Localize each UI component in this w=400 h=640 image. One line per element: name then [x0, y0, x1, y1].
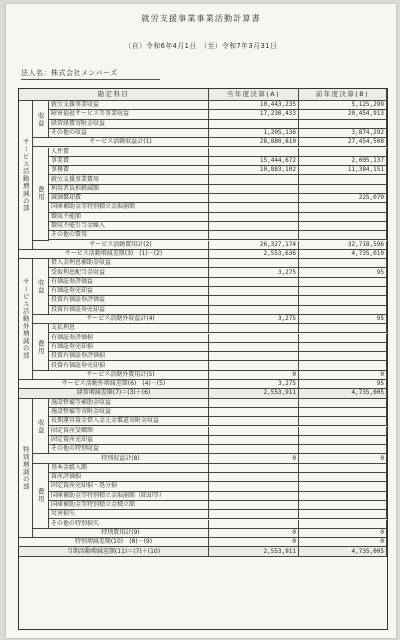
- row-previous: [299, 492, 387, 501]
- row-label: 施設整備等補助金収益: [49, 399, 209, 408]
- row-current: [209, 427, 299, 436]
- row-current: [209, 492, 299, 501]
- total-previous: 0: [299, 529, 387, 538]
- row-label: 徴収不能引当金繰入: [49, 222, 209, 231]
- row-label: 固定資産売却益: [49, 436, 209, 445]
- row-current: [209, 399, 299, 408]
- row-label: 事業費: [49, 157, 209, 166]
- row-current: [209, 436, 299, 445]
- row-current: 15,444,672: [209, 157, 299, 166]
- section-special: 特別増減の部: [19, 399, 33, 539]
- row-current: [209, 520, 299, 529]
- row-label: 投資有価証券売却損: [49, 361, 209, 370]
- total-current: 0: [209, 529, 299, 538]
- fiscal-period: （自）令和6年4月1日 （至）令和7年3月31日: [124, 42, 278, 50]
- financial-statement-table: [18, 88, 388, 630]
- row-label: その他の費用: [49, 231, 209, 240]
- total-current: 0: [209, 454, 299, 463]
- row-label: 徴収不能額: [49, 213, 209, 222]
- row-previous: [299, 501, 387, 510]
- row-current: 10,883,102: [209, 166, 299, 175]
- row-current: [209, 287, 299, 296]
- document-title: 就労支援事業事業活動計算書: [141, 13, 261, 23]
- subsection-nonservice-expense: 費用: [33, 324, 49, 371]
- header-item: 勘定科目: [19, 89, 209, 101]
- total-previous: 95: [299, 315, 387, 324]
- net-previous: 0: [299, 538, 387, 547]
- row-current: [209, 501, 299, 510]
- row-previous: 11,384,151: [299, 166, 387, 175]
- net-label: サービス活動増減差額(3) (1)－(2): [19, 250, 209, 259]
- row-current: [209, 408, 299, 417]
- row-label: 有価証券売却損: [49, 343, 209, 352]
- row-previous: 5,125,299: [299, 101, 387, 110]
- row-current: [209, 445, 299, 454]
- row-label: 事務費: [49, 166, 209, 175]
- total-current: 0: [209, 371, 299, 380]
- row-previous: [299, 510, 387, 519]
- row-current: [209, 361, 299, 370]
- row-current: 10,443,235: [209, 101, 299, 110]
- total-current: 28,880,810: [209, 138, 299, 147]
- row-label: その他の特別収益: [49, 445, 209, 454]
- net-current: 2,553,911: [209, 547, 299, 556]
- row-previous: 225,070: [299, 194, 387, 203]
- row-previous: [299, 231, 387, 240]
- row-previous: [299, 427, 387, 436]
- row-label: 国庫補助金等特別積立金取崩額（除却等）: [49, 492, 209, 501]
- row-label: 障害福祉サービス等事業収益: [49, 110, 209, 119]
- row-previous: [299, 399, 387, 408]
- row-label: 基本金組入額: [49, 464, 209, 473]
- total-label: サービス活動外費用計(5): [33, 371, 209, 380]
- row-label: 固定資産受贈額: [49, 427, 209, 436]
- total-label: サービス活動外収益計(4): [33, 315, 209, 324]
- row-previous: [299, 482, 387, 491]
- net-label: 特別増減差額(10) (8)－(9): [19, 538, 209, 547]
- net-current: 3,275: [209, 380, 299, 389]
- row-previous: [299, 259, 387, 268]
- row-current: [209, 343, 299, 352]
- row-current: [209, 185, 299, 194]
- row-previous: [299, 306, 387, 315]
- row-current: [209, 222, 299, 231]
- row-label: 有価証券売却益: [49, 287, 209, 296]
- net-label: 当期活動増減差額(11)＝(7)＋(10): [19, 547, 209, 556]
- row-current: [209, 175, 299, 184]
- row-current: [209, 482, 299, 491]
- row-previous: 3,874,292: [299, 129, 387, 138]
- row-label: 経常経費寄附金収益: [49, 120, 209, 129]
- row-current: [209, 334, 299, 343]
- subsection-service-expense: 費用: [33, 148, 49, 241]
- section-nonservice: サービス活動外増減の部: [19, 259, 33, 380]
- total-current: 3,275: [209, 315, 299, 324]
- row-current: [209, 417, 299, 426]
- row-label: 長期運営資金借入金元金償還寄附金収益: [49, 417, 209, 426]
- net-previous: 4,735,005: [299, 547, 387, 556]
- subsection-service-income: 収益: [33, 101, 49, 138]
- row-previous: [299, 213, 387, 222]
- row-label: 投資有価証券評価益: [49, 296, 209, 305]
- row-label: 借入金利息補助金収益: [49, 259, 209, 268]
- row-label: 受取利息配当金収益: [49, 268, 209, 277]
- row-current: 1,205,136: [209, 129, 299, 138]
- row-previous: [299, 120, 387, 129]
- total-label: 特別費用計(9): [33, 529, 209, 538]
- row-previous: [299, 445, 387, 454]
- row-previous: [299, 287, 387, 296]
- row-label: 投資有価証券売却益: [49, 306, 209, 315]
- row-label: 減価償却費: [49, 194, 209, 203]
- row-label: 施設整備等寄附金収益: [49, 408, 209, 417]
- row-label: 資産評価損: [49, 473, 209, 482]
- row-label: 支払利息: [49, 324, 209, 333]
- subsection-nonservice-income: 収益: [33, 259, 49, 315]
- net-previous: 4,735,010: [299, 250, 387, 259]
- row-previous: [299, 473, 387, 482]
- net-previous: 4,735,005: [299, 389, 387, 398]
- row-label: 就労支援事業費用: [49, 175, 209, 184]
- header-current: 当年度決算(A): [209, 89, 299, 101]
- row-label: 国庫補助金等特別積立金取崩額: [49, 203, 209, 212]
- row-previous: [299, 278, 387, 287]
- subsection-special-income: 収益: [33, 399, 49, 455]
- row-current: [209, 259, 299, 268]
- row-label: 有価証券評価損: [49, 334, 209, 343]
- row-previous: 2,005,137: [299, 157, 387, 166]
- row-label: 投資有価証券評価損: [49, 352, 209, 361]
- row-label: 有価証券評価益: [49, 278, 209, 287]
- subsection-special-expense: 費用: [33, 464, 49, 529]
- total-current: 26,327,174: [209, 241, 299, 250]
- total-label: サービス活動費用計(2): [33, 241, 209, 250]
- row-previous: [299, 408, 387, 417]
- document-page: [6, 4, 396, 638]
- row-previous: [299, 222, 387, 231]
- total-previous: 32,718,596: [299, 241, 387, 250]
- row-label: 利用者負担軽減額: [49, 185, 209, 194]
- row-previous: 95: [299, 268, 387, 277]
- row-previous: [299, 361, 387, 370]
- row-label: 災害損失: [49, 510, 209, 519]
- row-previous: [299, 334, 387, 343]
- row-current: [209, 464, 299, 473]
- net-label: 経常増減差額(7)＝(3)＋(6): [19, 389, 209, 398]
- row-previous: [299, 417, 387, 426]
- total-previous: 0: [299, 371, 387, 380]
- row-previous: [299, 175, 387, 184]
- row-current: [209, 120, 299, 129]
- row-label: 国庫補助金等特別積立金積立額: [49, 501, 209, 510]
- row-previous: [299, 464, 387, 473]
- organization-name: 法人名：株式会社メンバーズ: [21, 68, 160, 80]
- row-previous: [299, 324, 387, 333]
- total-previous: 27,454,508: [299, 138, 387, 147]
- row-current: [209, 194, 299, 203]
- row-label: 人件費: [49, 148, 209, 157]
- total-previous: 0: [299, 454, 387, 463]
- row-previous: [299, 520, 387, 529]
- section-service: サービス活動増減の部: [19, 101, 33, 250]
- row-current: [209, 213, 299, 222]
- row-current: [209, 306, 299, 315]
- row-label: その他の特別損失: [49, 520, 209, 529]
- net-current: 2,553,636: [209, 250, 299, 259]
- row-previous: [299, 343, 387, 352]
- row-current: [209, 203, 299, 212]
- row-current: [209, 148, 299, 157]
- row-label: その他の収益: [49, 129, 209, 138]
- row-previous: [299, 148, 387, 157]
- row-current: [209, 231, 299, 240]
- row-current: 3,275: [209, 268, 299, 277]
- row-previous: 20,454,913: [299, 110, 387, 119]
- row-current: [209, 352, 299, 361]
- row-current: [209, 324, 299, 333]
- row-previous: [299, 296, 387, 305]
- row-current: [209, 296, 299, 305]
- row-previous: [299, 436, 387, 445]
- total-label: 特別収益計(8): [33, 454, 209, 463]
- total-label: サービス活動収益計(1): [33, 138, 209, 147]
- row-previous: [299, 352, 387, 361]
- row-previous: [299, 185, 387, 194]
- row-label: 就労支援事業収益: [49, 101, 209, 110]
- row-current: [209, 278, 299, 287]
- net-label: サービス活動外増減差額(6) (4)－(5): [19, 380, 209, 389]
- row-previous: [299, 203, 387, 212]
- net-current: 2,553,911: [209, 389, 299, 398]
- net-current: 0: [209, 538, 299, 547]
- net-previous: 95: [299, 380, 387, 389]
- row-current: 17,230,433: [209, 110, 299, 119]
- row-label: 固定資産売却損・処分損: [49, 482, 209, 491]
- row-current: [209, 473, 299, 482]
- row-current: [209, 510, 299, 519]
- header-previous: 前年度決算(B): [299, 89, 387, 101]
